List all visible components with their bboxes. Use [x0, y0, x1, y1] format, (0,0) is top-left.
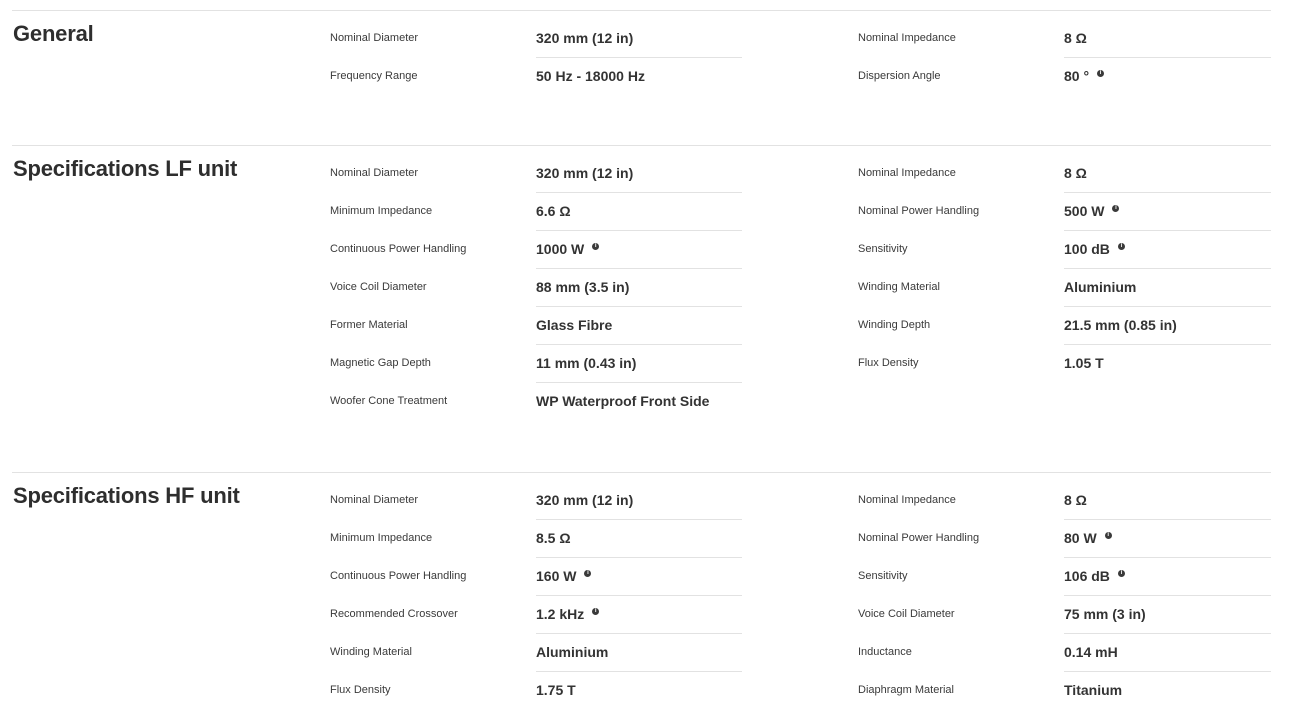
spec-label: Magnetic Gap Depth	[330, 357, 431, 369]
spec-row	[858, 672, 1271, 710]
spec-value-text: Glass Fibre	[536, 317, 613, 333]
spec-value	[1064, 568, 1125, 584]
spec-value	[1064, 682, 1122, 698]
spec-column-left	[330, 20, 742, 96]
info-icon[interactable]: i	[584, 570, 591, 577]
section-divider	[12, 145, 1271, 146]
spec-row	[330, 307, 742, 345]
spec-value-text: 8 Ω	[1064, 165, 1087, 181]
spec-value	[536, 355, 636, 371]
spec-label: Former Material	[330, 319, 408, 331]
section-title: Specifications HF unit	[13, 483, 240, 508]
section-title: General	[13, 21, 94, 46]
spec-row	[330, 596, 742, 634]
spec-row	[858, 193, 1271, 231]
spec-row	[330, 20, 742, 58]
spec-value-text: 50 Hz - 18000 Hz	[536, 68, 645, 84]
spec-value-text: 160 W	[536, 568, 577, 584]
spec-row	[858, 558, 1271, 596]
spec-value-text: 8.5 Ω	[536, 530, 571, 546]
spec-value-text: 320 mm (12 in)	[536, 30, 634, 46]
spec-row	[858, 58, 1271, 96]
spec-label: Nominal Diameter	[330, 167, 419, 179]
info-icon[interactable]: i	[1118, 570, 1125, 577]
spec-label: Diaphragm Material	[858, 684, 954, 696]
spec-row	[858, 634, 1271, 672]
spec-row	[858, 20, 1271, 58]
spec-label: Nominal Power Handling	[858, 532, 980, 544]
spec-value-text: 320 mm (12 in)	[536, 165, 634, 181]
spec-label: Nominal Impedance	[858, 32, 956, 44]
spec-value	[1064, 530, 1112, 546]
spec-row	[858, 155, 1271, 193]
spec-value	[1064, 30, 1087, 46]
spec-value	[1064, 241, 1125, 257]
spec-row	[330, 155, 742, 193]
spec-value	[1064, 279, 1136, 295]
spec-value-text: Aluminium	[1064, 279, 1137, 295]
spec-label: Nominal Impedance	[858, 494, 956, 506]
spec-value-text: 88 mm (3.5 in)	[536, 279, 630, 295]
spec-value	[536, 317, 612, 333]
spec-row	[858, 231, 1271, 269]
spec-value	[1064, 606, 1146, 622]
spec-row	[330, 482, 742, 520]
info-icon[interactable]: i	[592, 608, 599, 615]
spec-value	[1064, 165, 1087, 181]
spec-value	[536, 393, 709, 409]
spec-value	[536, 606, 599, 622]
spec-label: Inductance	[858, 646, 912, 658]
spec-value-text: 1.75 T	[536, 682, 576, 698]
section-divider	[12, 10, 1271, 11]
info-icon[interactable]: i	[592, 243, 599, 250]
spec-value-text: 1.2 kHz	[536, 606, 585, 622]
spec-label: Minimum Impedance	[330, 532, 433, 544]
info-icon[interactable]: i	[1097, 70, 1104, 77]
spec-label: Sensitivity	[858, 570, 908, 582]
spec-row	[858, 482, 1271, 520]
spec-label: Sensitivity	[858, 243, 908, 255]
spec-value-text: 80 W	[1064, 530, 1097, 546]
spec-value	[536, 203, 571, 219]
spec-value-text: Titanium	[1064, 682, 1123, 698]
spec-label: Voice Coil Diameter	[330, 281, 427, 293]
spec-row	[330, 558, 742, 596]
spec-value-text: 106 dB	[1064, 568, 1110, 584]
spec-row	[330, 231, 742, 269]
spec-label: Woofer Cone Treatment	[330, 395, 448, 407]
spec-label: Nominal Diameter	[330, 32, 419, 44]
spec-row	[330, 269, 742, 307]
spec-label: Flux Density	[330, 684, 391, 696]
spec-row	[858, 269, 1271, 307]
spec-row	[330, 58, 742, 96]
spec-label: Voice Coil Diameter	[858, 608, 955, 620]
spec-value-text: 320 mm (12 in)	[536, 492, 634, 508]
spec-label: Winding Material	[330, 646, 412, 658]
spec-value	[536, 241, 599, 257]
spec-label: Frequency Range	[330, 70, 418, 82]
section-title: Specifications LF unit	[13, 156, 238, 181]
spec-value-text: 1.05 T	[1064, 355, 1104, 371]
spec-value	[536, 492, 633, 508]
spec-value	[536, 279, 629, 295]
spec-value-text: 11 mm (0.43 in)	[536, 355, 637, 371]
spec-value-text: 0.14 mH	[1064, 644, 1118, 660]
spec-column-right	[858, 155, 1271, 383]
spec-value	[1064, 203, 1119, 219]
spec-value	[536, 644, 608, 660]
spec-value	[536, 568, 591, 584]
spec-label: Minimum Impedance	[330, 205, 433, 217]
spec-value	[536, 165, 633, 181]
info-icon[interactable]: i	[1118, 243, 1125, 250]
spec-row	[858, 596, 1271, 634]
spec-label: Nominal Diameter	[330, 494, 419, 506]
spec-label: Continuous Power Handling	[330, 570, 467, 582]
spec-row	[330, 672, 742, 710]
spec-value-text: 100 dB	[1064, 241, 1110, 257]
spec-value	[1064, 355, 1104, 371]
spec-row	[330, 193, 742, 231]
spec-column-left	[330, 155, 742, 421]
spec-row	[858, 307, 1271, 345]
spec-row	[330, 520, 742, 558]
spec-label: Winding Depth	[858, 319, 931, 331]
spec-row	[858, 345, 1271, 383]
spec-value-text: 8 Ω	[1064, 30, 1087, 46]
spec-row	[330, 383, 742, 421]
spec-value	[536, 68, 645, 84]
spec-label: Nominal Power Handling	[858, 205, 980, 217]
section-divider	[12, 472, 1271, 473]
spec-value	[1064, 317, 1177, 333]
spec-label: Dispersion Angle	[858, 70, 941, 82]
spec-value	[536, 530, 571, 546]
spec-value-text: 6.6 Ω	[536, 203, 571, 219]
spec-row	[330, 345, 742, 383]
spec-value	[1064, 644, 1118, 660]
info-icon[interactable]: i	[1112, 205, 1119, 212]
spec-label: Winding Material	[858, 281, 940, 293]
spec-label: Flux Density	[858, 357, 919, 369]
spec-column-right	[858, 482, 1271, 710]
info-icon[interactable]: i	[1105, 532, 1112, 539]
spec-label: Continuous Power Handling	[330, 243, 467, 255]
spec-value-text: 500 W	[1064, 203, 1105, 219]
spec-label: Recommended Crossover	[330, 608, 458, 620]
spec-value-text: 1000 W	[536, 241, 585, 257]
spec-row	[330, 634, 742, 672]
spec-value-text: 8 Ω	[1064, 492, 1087, 508]
spec-value-text: 75 mm (3 in)	[1064, 606, 1146, 622]
spec-value	[1064, 68, 1104, 84]
spec-value-text: WP Waterproof Front Side	[536, 393, 710, 409]
spec-row	[858, 520, 1271, 558]
spec-value	[1064, 492, 1087, 508]
spec-value	[536, 682, 576, 698]
spec-column-right	[858, 20, 1271, 96]
spec-value-text: 21.5 mm (0.85 in)	[1064, 317, 1177, 333]
spec-column-left	[330, 482, 742, 710]
spec-value-text: Aluminium	[536, 644, 609, 660]
spec-value-text: 80 °	[1064, 68, 1090, 84]
spec-label: Nominal Impedance	[858, 167, 956, 179]
spec-value	[536, 30, 633, 46]
